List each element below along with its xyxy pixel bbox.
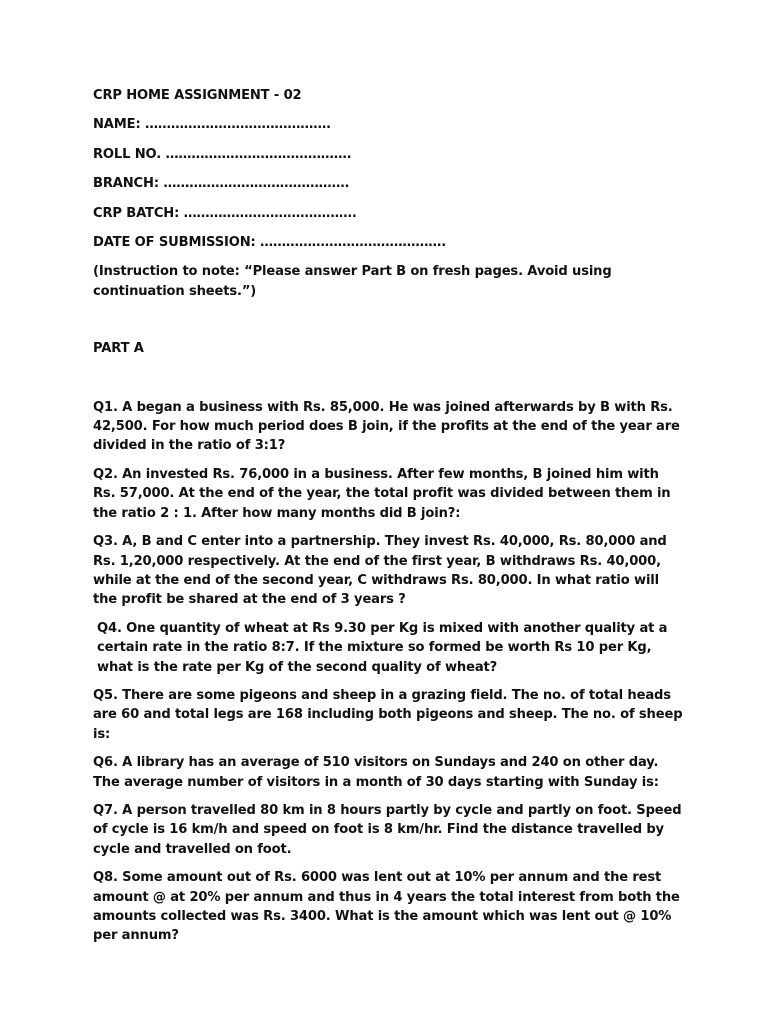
instruction-note: (Instruction to note: “Please answer Part B on fresh pages. Avoid using continuation sheets.”) (93, 264, 612, 299)
question-1: Q1. A began a business with Rs. 85,000. He was joined afterwards by B with Rs. 42,500. For how much period does B join, if the profits at the end of the year are divided in the ratio of 3:1? (93, 399, 680, 454)
part-a-heading: PART A (93, 341, 144, 357)
question-2: Q2. An invested Rs. 76,000 in a business. After few months, B joined him with Rs. 57,000. At the end of the year, the total profit was divided between them in the ratio 2 : 1. After how many months did B join?: (93, 466, 671, 521)
branch-field: BRANCH: ……………………………………. (93, 176, 350, 192)
date-of-submission-field: DATE OF SUBMISSION: ……………………………………. (93, 235, 447, 251)
question-5: Q5. There are some pigeons and sheep in a grazing field. The no. of total heads are 60 and total legs are 168 including both pigeons and sheep. The no. of sheep is: (93, 687, 683, 742)
crp-batch-field: CRP BATCH: …………………………………. (93, 205, 357, 221)
name-field: NAME: ……………………………………. (93, 117, 331, 133)
question-6: Q6. A library has an average of 510 visitors on Sundays and 240 on other day. The average number of visitors in a month of 30 days starting with Sunday is: (93, 755, 659, 790)
question-7: Q7. A person travelled 80 km in 8 hours partly by cycle and partly on foot. Speed of cycle is 16 km/h and speed on foot is 8 km/hr. Find the distance travelled by cycle and travelled on foot. (93, 802, 682, 857)
question-3: Q3. A, B and C enter into a partnership. They invest Rs. 40,000, Rs. 80,000 and Rs. 1,20,000 respectively. At the end of the first year, B withdraws Rs. 40,000, while at the end of the second year, C withdraws Rs. 80,000. In what ratio will the profit be shared at the end of 3 years ? (93, 534, 667, 608)
question-4: Q4. One quantity of wheat at Rs 9.30 per Kg is mixed with another quality at a certain rate in the ratio 8:7. If the mixture so formed be worth Rs 10 per Kg, what is the rate per Kg of the second quality of wheat? (97, 620, 668, 675)
document-page (93, 86, 683, 955)
roll-no-field: ROLL NO. ……………………………………. (93, 146, 352, 162)
assignment-title: CRP HOME ASSIGNMENT - 02 (93, 88, 302, 103)
question-8: Q8. Some amount out of Rs. 6000 was lent out at 10% per annum and the rest amount @ at 20% per annum and thus in 4 years the total interest from both the amounts collected was Rs. 3400. What is the amount which was lent out @ 10% per annum? (93, 870, 680, 944)
